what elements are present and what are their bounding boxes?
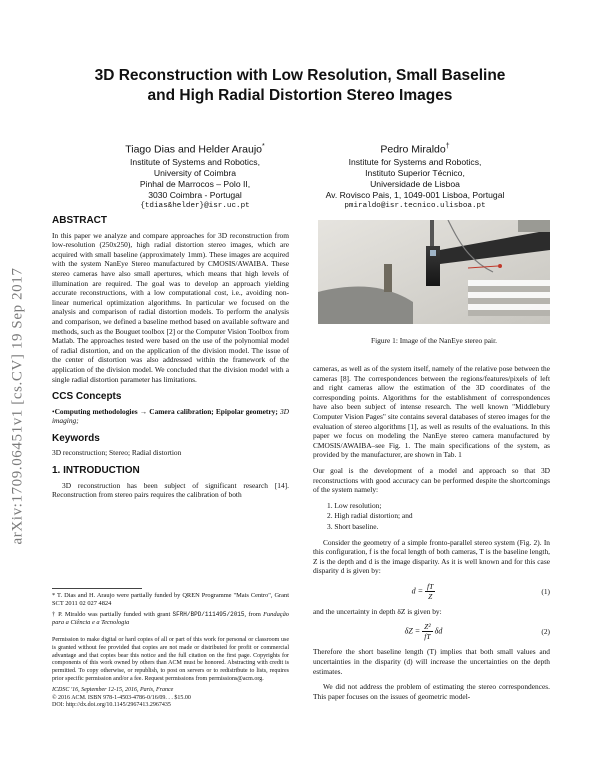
footnote-1: * T. Dias and H. Araujo were partially funded by QREN Programme "Mais Centro", Grant SCT 2011 02 027 4824 — [52, 592, 289, 607]
keywords-heading: Keywords — [52, 432, 100, 444]
keywords-text: 3D reconstruction; Stereo; Radial distortion — [52, 448, 182, 458]
title-line-2: and High Radial Distortion Stereo Images — [147, 87, 453, 104]
footnote-rule — [52, 588, 142, 589]
introduction-heading: 1. INTRODUCTION — [52, 465, 140, 477]
paper-title — [60, 66, 540, 106]
right-column — [313, 364, 550, 707]
left-column — [52, 216, 289, 506]
author-affiliation-line: Universidade de Lisboa — [370, 178, 460, 189]
footnote-2: † P. Miraldo was partially funded with grant SFRH/BPD/111495/2015, from Fundação para a Ciência e a Tecnologia — [52, 611, 289, 626]
author-affiliation-line: 3030 Coimbra - Portugal — [148, 189, 242, 200]
copyright-line: © 2016 ACM. ISBN 978-1-4503-4786-0/16/09. . . $15.00 — [52, 694, 191, 701]
figure-1-caption: Figure 1: Image of the NanEye stereo pair. — [370, 336, 497, 345]
author-affiliation-line: University of Coimbra — [153, 167, 237, 178]
right-paragraph-6: We did not address the problem of estimating the stereo correspondences. This paper focuses on the issues of geometric model- — [313, 682, 550, 701]
naneye-stereo-photo — [318, 220, 550, 324]
shortcomings-list — [313, 501, 550, 532]
arxiv-stamp-text: arXiv:1709.06451v1 [cs.CV] 19 Sep 2017 — [9, 267, 26, 545]
right-paragraph-4: and the uncertainty in depth δZ is given by: — [313, 606, 442, 616]
ccs-bullet: • — [52, 406, 55, 416]
eq1-lhs: d = — [411, 586, 424, 596]
ccs-concepts — [52, 407, 289, 426]
list-item: 3. Short baseline. — [327, 521, 379, 531]
eq2-lhs: δZ = — [404, 626, 421, 636]
abstract-text: In this paper we analyze and compare approaches for 3D reconstruction from low-resolution (250x250), high radial distortion stereo images, which are acquired with small baseline (approximately 1mm). These images are acquired with the system NanEye Stereo manufactured by CMOSIS/AWAIBA. These stereo cameras have also small apertures, which means that high levels of illumination are required. The goal was to develop an approach yielding accurate reconstructions, with a low computational cost, i.e., avoiding non-linear numerical optimization algorithms. In particular we focused on the analysis and comparison of radial distortion models. To perform the analysis and comparison, we defined a baseline method based on available software and methods, such as the Bouguet toolbox [2] or the Computer Vision Toolbox from Matlab. The approaches tested were based on the use of the polynomial model of radial distortion, and on the application of the division model. The issue of the center of distortion was also addressed within the framework of the application of the division model. We concluded that the division model with a single radial distortion parameter has limitations. — [52, 230, 289, 384]
eq2-number: (2) — [541, 627, 550, 637]
right-paragraph-2: Our goal is the development of a model and approach so that 3D reconstructions with good accuracy can be performed despite the shortcomings of the system namely: — [313, 465, 550, 495]
right-paragraph-3: Consider the geometry of a simple fronto-parallel stereo system (Fig. 2). In this configuration, f is the focal length of both cameras, T is the baseline length, Z is the depth and d is the image disparity. As it is well known and for this case disparity d is given by: — [313, 537, 550, 576]
introduction-text: 3D reconstruction has been subject of significant research [14]. Reconstruction from stereo pairs requires the calibration of both — [52, 480, 289, 500]
doi-link[interactable]: DOI: http://dx.doi.org/10.1145/2967413.2967435 — [52, 702, 171, 709]
equation-1 — [313, 582, 550, 601]
author-affiliation-line: Av. Rovisco Pais, 1, 1049-001 Lisboa, Portugal — [325, 189, 505, 200]
right-paragraph-1: cameras, as well as of the system itself, namely of the relative pose between the cameras [8]. The correspondences between the regions/features/pixels of left and right cameras allow the estimation of the 3D coordinates of the corresponding points. Algorithms for the establishment of correspondences have also been subject of intense research. The well known "Middlebury Computer Vision Pages" site contains several databases of stereo images for the evaluation of stereo algorithms [1], as well as results of the evaluations. In this paper we focus on modeling the NanEye stereo camera manufactured by CMOSIS/AWAIBA–see Fig. 1. The main specifications of the system, as provided by the manufacturer, are shown in Tab. 1 — [313, 364, 550, 460]
author-block-coimbra — [95, 140, 295, 212]
ccs-italic-terms: 3D imaging; — [52, 406, 289, 426]
ccs-heading: CCS Concepts — [52, 391, 122, 403]
author-block-lisboa — [300, 140, 530, 212]
author-name: Tiago Dias and Helder Araujo* — [125, 143, 265, 156]
title-line-1: 3D Reconstruction with Low Resolution, Small Baseline — [94, 67, 506, 84]
eq2-denominator: fT — [424, 632, 431, 642]
footnotes — [52, 592, 289, 710]
eq2-rhs: δd — [434, 626, 443, 636]
author-affiliation-line: Instituto Superior Técnico, — [365, 167, 465, 178]
author-email[interactable]: pmiraldo@isr.tecnico.ulisboa.pt — [344, 201, 486, 210]
arxiv-stamp — [8, 206, 28, 606]
list-item: 1. Low resolution; — [327, 500, 382, 510]
author-affiliation-line: Pinhal de Marrocos – Polo II, — [139, 178, 251, 189]
permission-notice: Permission to make digital or hard copies of all or part of this work for personal or classroom use is granted without fee provided that copies are not made or distributed for profit or commercial advantage and that copies bear this notice and the full citation on the first page. Copyrights for components of this work owned by others than ACM must be honored. Abstracting with credit is permitted. To copy otherwise, or republish, to post on servers or to redistribute to lists, requires prior specific permission and/or a fee. Request permissions from permissions@acm.org. — [52, 637, 289, 682]
eq1-number: (1) — [541, 586, 550, 596]
equation-2 — [313, 622, 550, 641]
naneye-photo-illustration — [318, 220, 550, 324]
eq1-denominator: Z — [428, 591, 433, 601]
author-affiliation-line: Institute for Systems and Robotics, — [348, 156, 482, 167]
author-name: Pedro Miraldo† — [380, 143, 450, 156]
author-email[interactable]: {tdias&helder}@isr.uc.pt — [140, 201, 250, 210]
right-paragraph-5: Therefore the short baseline length (T) implies that both small values and uncertainties in the disparity (d) will increase the uncertainties on the depth estimates. — [313, 647, 550, 676]
list-item: 2. High radial distortion; and — [327, 511, 413, 521]
abstract-heading: ABSTRACT — [52, 215, 107, 226]
author-affiliation-line: Institute of Systems and Robotics, — [130, 156, 260, 167]
eq2-numerator: Z² — [424, 622, 431, 632]
eq1-numerator: fT — [427, 581, 434, 591]
conference-info: ICDSC '16, September 12-15, 2016, Paris, France — [52, 686, 174, 693]
ccs-bold-terms: Computing methodologies → Camera calibration; Epipolar geometry; — [54, 406, 278, 416]
